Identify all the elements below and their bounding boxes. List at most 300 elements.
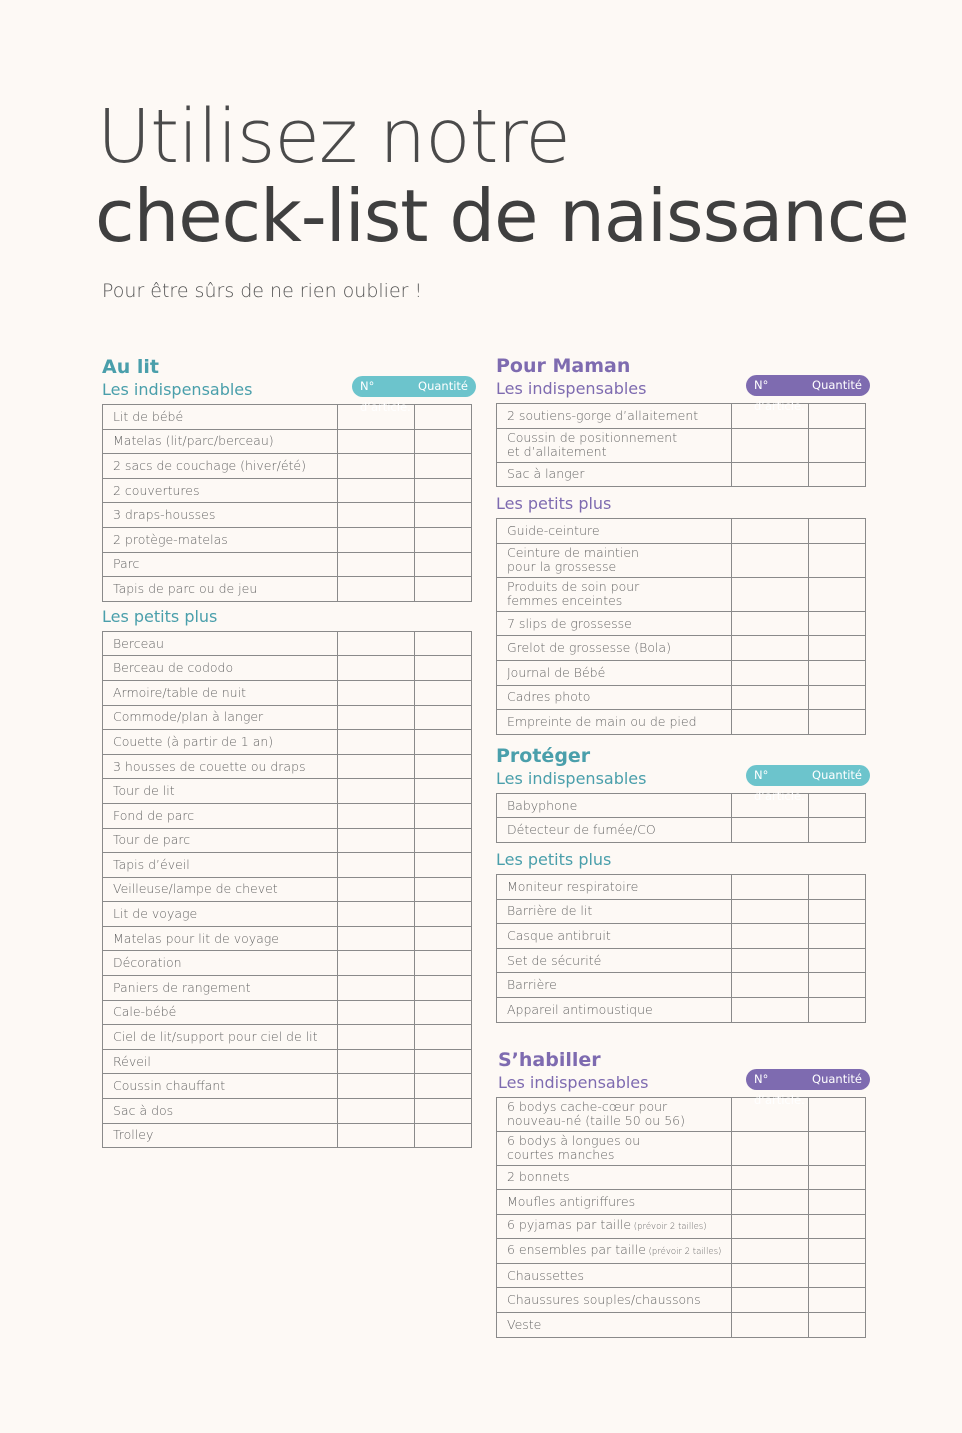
item-label bbox=[103, 1099, 338, 1124]
item-label bbox=[497, 462, 732, 487]
column-header-pill bbox=[746, 375, 870, 413]
item-label bbox=[103, 926, 338, 951]
item-label-line: 7 slips de grossesse bbox=[507, 615, 632, 631]
checklist-row bbox=[103, 754, 472, 779]
quantity-cell[interactable] bbox=[809, 1313, 866, 1338]
item-label-line: Coussin de positionnement bbox=[507, 430, 678, 446]
article-number-cell[interactable] bbox=[338, 754, 415, 779]
checklist-row bbox=[103, 680, 472, 705]
article-number-cell[interactable] bbox=[338, 552, 415, 577]
quantity-header: Quantité bbox=[812, 1071, 862, 1086]
column-header-pill bbox=[352, 376, 476, 414]
item-label bbox=[103, 577, 338, 602]
item-label-line: Armoire/table de nuit bbox=[113, 684, 246, 700]
page-subtitle: Pour être sûrs de ne rien oublier ! bbox=[102, 280, 423, 302]
quantity-cell[interactable] bbox=[415, 1099, 472, 1124]
checklist-row bbox=[103, 1025, 472, 1050]
item-label bbox=[103, 631, 338, 656]
item-label bbox=[497, 948, 732, 973]
item-label bbox=[103, 429, 338, 454]
quantity-cell[interactable] bbox=[809, 462, 866, 487]
item-label bbox=[103, 680, 338, 705]
quantity-cell[interactable] bbox=[415, 1123, 472, 1148]
article-number-cell[interactable] bbox=[338, 705, 415, 730]
article-number-cell[interactable] bbox=[338, 1000, 415, 1025]
article-header: N° d’article. bbox=[360, 379, 411, 414]
article-number-cell[interactable] bbox=[338, 478, 415, 503]
quantity-cell[interactable] bbox=[809, 519, 866, 544]
checklist-row bbox=[497, 1097, 866, 1131]
quantity-cell[interactable] bbox=[809, 404, 866, 429]
checklist-row bbox=[103, 779, 472, 804]
item-label-line: Appareil antimoustique bbox=[507, 1001, 653, 1017]
item-label bbox=[497, 1239, 732, 1264]
quantity-cell[interactable] bbox=[415, 1074, 472, 1099]
checklist-row bbox=[497, 899, 866, 924]
checklist-row bbox=[497, 1131, 866, 1165]
article-number-cell[interactable] bbox=[732, 710, 809, 735]
checklist-row bbox=[103, 405, 472, 430]
article-number-cell[interactable] bbox=[732, 577, 809, 611]
checklist-row bbox=[103, 877, 472, 902]
item-label-line: Cale-bébé bbox=[113, 1004, 177, 1020]
quantity-cell[interactable] bbox=[415, 552, 472, 577]
article-number-cell[interactable] bbox=[732, 948, 809, 973]
section-au-lit bbox=[102, 355, 472, 1148]
article-number-cell[interactable] bbox=[338, 631, 415, 656]
quantity-cell[interactable] bbox=[809, 1165, 866, 1190]
item-label-line: 6 bodys cache-cœur pour bbox=[507, 1099, 668, 1114]
quantity-cell[interactable] bbox=[415, 1049, 472, 1074]
checklist-row bbox=[103, 527, 472, 552]
article-number-cell[interactable] bbox=[338, 577, 415, 602]
checklist-row bbox=[497, 997, 866, 1022]
item-label bbox=[103, 754, 338, 779]
checklist-row bbox=[497, 685, 866, 710]
quantity-cell[interactable] bbox=[809, 1263, 866, 1288]
quantity-cell[interactable] bbox=[809, 428, 866, 462]
article-number-cell[interactable] bbox=[338, 902, 415, 927]
item-label bbox=[103, 1025, 338, 1050]
quantity-cell[interactable] bbox=[415, 951, 472, 976]
checklist-row bbox=[497, 1214, 866, 1239]
article-number-cell[interactable] bbox=[732, 611, 809, 636]
article-number-cell[interactable] bbox=[338, 779, 415, 804]
checklist-row bbox=[497, 793, 866, 818]
item-label bbox=[103, 527, 338, 552]
checklist-row bbox=[103, 1049, 472, 1074]
item-label-line: Set de sécurité bbox=[507, 952, 602, 968]
article-number-cell[interactable] bbox=[732, 1263, 809, 1288]
checklist-row bbox=[103, 577, 472, 602]
checklist-row bbox=[497, 1313, 866, 1338]
checklist-row bbox=[103, 631, 472, 656]
item-label bbox=[497, 924, 732, 949]
checklist-row bbox=[497, 1165, 866, 1190]
item-label bbox=[103, 730, 338, 755]
item-label-line: Chaussures souples/chaussons bbox=[507, 1292, 701, 1308]
checklist-row bbox=[497, 973, 866, 998]
quantity-cell[interactable] bbox=[809, 577, 866, 611]
article-number-cell[interactable] bbox=[338, 1099, 415, 1124]
item-label bbox=[497, 793, 732, 818]
page-title-line1: Utilisez notre bbox=[97, 94, 570, 180]
checklist-row bbox=[103, 853, 472, 878]
item-label-line: 2 sacs de couchage (hiver/été) bbox=[113, 457, 306, 473]
item-label bbox=[497, 1131, 732, 1165]
checklist-row bbox=[497, 611, 866, 636]
checklist-row bbox=[103, 503, 472, 528]
quantity-cell[interactable] bbox=[809, 1214, 866, 1239]
checklist-row bbox=[103, 1074, 472, 1099]
item-label-line: Tapis d’éveil bbox=[113, 856, 190, 872]
item-label-line: 2 couvertures bbox=[113, 482, 200, 498]
article-number-cell[interactable] bbox=[338, 926, 415, 951]
checklist-row bbox=[103, 828, 472, 853]
quantity-cell[interactable] bbox=[415, 680, 472, 705]
item-label bbox=[497, 543, 732, 577]
item-label bbox=[497, 1190, 732, 1215]
item-label-line: Matelas pour lit de voyage bbox=[113, 930, 279, 946]
item-label-line: Matelas (lit/parc/berceau) bbox=[113, 433, 274, 449]
checklist-row bbox=[497, 636, 866, 661]
quantity-cell[interactable] bbox=[809, 636, 866, 661]
item-label bbox=[497, 997, 732, 1022]
article-number-cell[interactable] bbox=[732, 660, 809, 685]
quantity-cell[interactable] bbox=[415, 1025, 472, 1050]
quantity-cell[interactable] bbox=[415, 1000, 472, 1025]
quantity-cell[interactable] bbox=[415, 454, 472, 479]
item-label-line: femmes enceintes bbox=[507, 593, 623, 609]
quantity-cell[interactable] bbox=[809, 543, 866, 577]
item-label bbox=[497, 899, 732, 924]
item-label-line: Tapis de parc ou de jeu bbox=[113, 580, 258, 596]
checklist-row bbox=[103, 656, 472, 681]
article-number-cell[interactable] bbox=[338, 503, 415, 528]
item-label bbox=[497, 404, 732, 429]
quantity-cell[interactable] bbox=[415, 828, 472, 853]
quantity-cell[interactable] bbox=[415, 976, 472, 1001]
article-number-cell[interactable] bbox=[338, 1025, 415, 1050]
subsection-title: Les indispensables bbox=[102, 380, 253, 399]
item-label bbox=[103, 1049, 338, 1074]
item-label bbox=[497, 519, 732, 544]
item-label bbox=[497, 1214, 732, 1239]
item-label-line: Moufles antigriffures bbox=[507, 1193, 636, 1209]
item-label-line: Paniers de rangement bbox=[113, 979, 251, 995]
item-label-line: 3 housses de couette ou draps bbox=[113, 758, 306, 774]
checklist-row bbox=[497, 710, 866, 735]
item-label bbox=[103, 828, 338, 853]
article-number-cell[interactable] bbox=[732, 462, 809, 487]
item-label-line: Empreinte de main ou de pied bbox=[507, 713, 697, 729]
article-number-cell[interactable] bbox=[732, 519, 809, 544]
quantity-cell[interactable] bbox=[415, 926, 472, 951]
item-label-line: Barrière de lit bbox=[507, 903, 593, 919]
item-label bbox=[497, 1263, 732, 1288]
article-number-cell[interactable] bbox=[732, 1288, 809, 1313]
quantity-cell[interactable] bbox=[809, 1288, 866, 1313]
item-label bbox=[103, 656, 338, 681]
checklist-row bbox=[497, 1239, 866, 1264]
item-label bbox=[497, 685, 732, 710]
quantity-cell[interactable] bbox=[415, 853, 472, 878]
quantity-cell[interactable] bbox=[415, 803, 472, 828]
checklist-table bbox=[496, 403, 866, 487]
item-label-line: Grelot de grossesse (Bola) bbox=[507, 640, 671, 656]
quantity-cell[interactable] bbox=[809, 948, 866, 973]
item-label-line: Sac à dos bbox=[113, 1102, 174, 1118]
item-label bbox=[497, 611, 732, 636]
article-number-cell[interactable] bbox=[338, 680, 415, 705]
quantity-header: Quantité bbox=[812, 767, 862, 782]
quantity-cell[interactable] bbox=[809, 924, 866, 949]
quantity-cell[interactable] bbox=[809, 818, 866, 843]
item-label-line: Tour de parc bbox=[113, 832, 191, 848]
item-label bbox=[103, 803, 338, 828]
quantity-cell[interactable] bbox=[809, 685, 866, 710]
quantity-cell[interactable] bbox=[809, 1097, 866, 1131]
article-number-cell[interactable] bbox=[338, 803, 415, 828]
checklist-row bbox=[497, 462, 866, 487]
item-label bbox=[103, 478, 338, 503]
checklist-row bbox=[497, 404, 866, 429]
item-label-line: Lit de bébé bbox=[113, 408, 184, 424]
article-number-cell[interactable] bbox=[732, 973, 809, 998]
quantity-cell[interactable] bbox=[809, 1190, 866, 1215]
checklist-row bbox=[497, 874, 866, 899]
quantity-cell[interactable] bbox=[415, 779, 472, 804]
item-label-line: Tour de lit bbox=[113, 783, 175, 799]
item-label bbox=[103, 853, 338, 878]
checklist-row bbox=[103, 1123, 472, 1148]
quantity-cell[interactable] bbox=[415, 902, 472, 927]
article-number-cell[interactable] bbox=[338, 951, 415, 976]
section-proteger bbox=[496, 744, 866, 1023]
article-number-cell[interactable] bbox=[732, 636, 809, 661]
item-label-line: Décoration bbox=[113, 955, 182, 971]
item-label-line: 3 draps-housses bbox=[113, 507, 216, 523]
section-title: Protéger bbox=[496, 744, 591, 767]
item-label-line: courtes manches bbox=[507, 1147, 615, 1162]
checklist-row bbox=[103, 730, 472, 755]
quantity-cell[interactable] bbox=[809, 611, 866, 636]
page-title-line2: check-list de naissance bbox=[95, 174, 909, 258]
item-label bbox=[497, 710, 732, 735]
item-label-line: Détecteur de fumée/CO bbox=[507, 822, 656, 838]
item-label bbox=[497, 1288, 732, 1313]
item-label-line: 2 protège-matelas bbox=[113, 531, 228, 547]
item-label bbox=[497, 973, 732, 998]
article-number-cell[interactable] bbox=[732, 924, 809, 949]
checklist-row bbox=[497, 818, 866, 843]
checklist-row bbox=[103, 1099, 472, 1124]
column-right bbox=[496, 354, 866, 1338]
column-left bbox=[102, 355, 472, 1148]
item-label bbox=[103, 902, 338, 927]
quantity-cell[interactable] bbox=[809, 660, 866, 685]
item-label-line: Lit de voyage bbox=[113, 906, 198, 922]
quantity-cell[interactable] bbox=[809, 997, 866, 1022]
item-label bbox=[497, 636, 732, 661]
article-number-cell[interactable] bbox=[338, 828, 415, 853]
checklist-row bbox=[497, 1263, 866, 1288]
item-label bbox=[103, 976, 338, 1001]
item-label-line: Trolley bbox=[113, 1127, 154, 1143]
quantity-cell[interactable] bbox=[415, 730, 472, 755]
checklist-row bbox=[103, 951, 472, 976]
subsection-title: Les petits plus bbox=[496, 494, 612, 514]
article-number-cell[interactable] bbox=[732, 818, 809, 843]
quantity-cell[interactable] bbox=[809, 1239, 866, 1264]
item-label bbox=[103, 705, 338, 730]
article-number-cell[interactable] bbox=[338, 1049, 415, 1074]
item-label-line: 6 ensembles par taille bbox=[507, 1242, 646, 1258]
quantity-cell[interactable] bbox=[415, 503, 472, 528]
item-label-line: 2 soutiens-gorge d’allaitement bbox=[507, 407, 699, 423]
item-label bbox=[497, 577, 732, 611]
item-label bbox=[103, 405, 338, 430]
quantity-cell[interactable] bbox=[809, 874, 866, 899]
article-number-cell[interactable] bbox=[338, 1074, 415, 1099]
article-number-cell[interactable] bbox=[338, 527, 415, 552]
quantity-cell[interactable] bbox=[415, 429, 472, 454]
article-number-cell[interactable] bbox=[732, 997, 809, 1022]
article-number-cell[interactable] bbox=[338, 730, 415, 755]
article-number-cell[interactable] bbox=[732, 685, 809, 710]
quantity-cell[interactable] bbox=[415, 577, 472, 602]
checklist-row bbox=[103, 976, 472, 1001]
quantity-cell[interactable] bbox=[809, 899, 866, 924]
checklist-table bbox=[496, 874, 866, 1023]
checklist-row bbox=[497, 924, 866, 949]
item-label-line: Fond de parc bbox=[113, 807, 195, 823]
quantity-cell[interactable] bbox=[415, 705, 472, 730]
item-label bbox=[103, 1074, 338, 1099]
article-number-cell[interactable] bbox=[732, 1165, 809, 1190]
section-pour-maman bbox=[496, 354, 866, 735]
quantity-cell[interactable] bbox=[809, 710, 866, 735]
article-number-cell[interactable] bbox=[338, 877, 415, 902]
checklist-row bbox=[103, 552, 472, 577]
quantity-cell[interactable] bbox=[415, 478, 472, 503]
checklist-row bbox=[497, 660, 866, 685]
checklist-table bbox=[496, 793, 866, 843]
quantity-cell[interactable] bbox=[809, 1131, 866, 1165]
checklist-table bbox=[102, 404, 472, 602]
checklist-table bbox=[496, 1097, 866, 1338]
item-label-line: 6 bodys à longues ou bbox=[507, 1133, 641, 1148]
article-number-cell[interactable] bbox=[732, 1239, 809, 1264]
item-label-line: et d’allaitement bbox=[507, 444, 607, 460]
item-label bbox=[103, 951, 338, 976]
quantity-cell[interactable] bbox=[809, 793, 866, 818]
quantity-cell[interactable] bbox=[809, 973, 866, 998]
item-label-line: Veste bbox=[507, 1316, 542, 1332]
article-number-cell[interactable] bbox=[338, 429, 415, 454]
article-number-cell[interactable] bbox=[732, 1190, 809, 1215]
item-label-line: Berceau de cododo bbox=[113, 660, 234, 676]
quantity-cell[interactable] bbox=[415, 527, 472, 552]
item-label bbox=[103, 503, 338, 528]
section-title: Au lit bbox=[102, 356, 159, 378]
item-label-line: Casque antibruit bbox=[507, 927, 611, 943]
section-shabiller bbox=[496, 1048, 866, 1338]
item-label-line: Moniteur respiratoire bbox=[507, 878, 639, 894]
checklist-row bbox=[103, 429, 472, 454]
checklist-row bbox=[497, 1190, 866, 1215]
checklist-row bbox=[497, 577, 866, 611]
item-label-line: Ciel de lit/support pour ciel de lit bbox=[113, 1029, 318, 1045]
item-label-line: Commode/plan à langer bbox=[113, 709, 264, 725]
item-label-line: Cadres photo bbox=[507, 689, 591, 705]
section-title: S’habiller bbox=[498, 1048, 601, 1071]
article-number-cell[interactable] bbox=[732, 1313, 809, 1338]
article-number-cell[interactable] bbox=[732, 874, 809, 899]
item-label-line: 6 pyjamas par taille bbox=[507, 1217, 632, 1233]
article-number-cell[interactable] bbox=[338, 976, 415, 1001]
column-header-pill bbox=[746, 1069, 870, 1107]
checklist-row bbox=[103, 803, 472, 828]
article-number-cell[interactable] bbox=[732, 428, 809, 462]
checklist-row bbox=[103, 926, 472, 951]
quantity-cell[interactable] bbox=[415, 877, 472, 902]
checklist-row bbox=[103, 478, 472, 503]
article-number-cell[interactable] bbox=[338, 853, 415, 878]
quantity-header: Quantité bbox=[418, 379, 468, 393]
size-note: (prévoir 2 tailles) bbox=[645, 1247, 722, 1258]
quantity-cell[interactable] bbox=[415, 631, 472, 656]
article-number-cell[interactable] bbox=[338, 1123, 415, 1148]
checklist-table bbox=[496, 518, 866, 735]
article-number-cell[interactable] bbox=[338, 454, 415, 479]
item-label bbox=[103, 779, 338, 804]
item-label-line: Sac à langer bbox=[507, 466, 585, 482]
checklist-row bbox=[103, 454, 472, 479]
item-label-line: Couette (à partir de 1 an) bbox=[113, 733, 274, 749]
item-label-line: Réveil bbox=[113, 1053, 151, 1069]
item-label bbox=[103, 552, 338, 577]
article-header: N° d’article. bbox=[754, 767, 805, 803]
item-label bbox=[497, 874, 732, 899]
checklist-row bbox=[497, 428, 866, 462]
article-number-cell[interactable] bbox=[732, 543, 809, 577]
article-number-cell[interactable] bbox=[732, 899, 809, 924]
item-label-line: Veilleuse/lampe de chevet bbox=[113, 881, 278, 897]
item-label-line: 2 bonnets bbox=[507, 1169, 570, 1185]
checklist-table bbox=[102, 631, 472, 1148]
checklist-row bbox=[103, 705, 472, 730]
checklist-row bbox=[497, 1288, 866, 1313]
quantity-cell[interactable] bbox=[415, 405, 472, 430]
item-label bbox=[103, 1000, 338, 1025]
item-label bbox=[497, 1313, 732, 1338]
article-number-cell[interactable] bbox=[338, 656, 415, 681]
checklist-row bbox=[103, 1000, 472, 1025]
item-label bbox=[497, 660, 732, 685]
item-label bbox=[497, 818, 732, 843]
quantity-cell[interactable] bbox=[415, 656, 472, 681]
article-number-cell[interactable] bbox=[732, 1214, 809, 1239]
item-label-line: Ceinture de maintien bbox=[507, 545, 639, 561]
checklist-row bbox=[497, 948, 866, 973]
article-number-cell[interactable] bbox=[732, 1131, 809, 1165]
item-label-line: Berceau bbox=[113, 635, 164, 651]
item-label-line: Produits de soin pour bbox=[507, 579, 640, 595]
checklist-row bbox=[103, 902, 472, 927]
quantity-cell[interactable] bbox=[415, 754, 472, 779]
item-label-line: Guide-ceinture bbox=[507, 522, 600, 538]
